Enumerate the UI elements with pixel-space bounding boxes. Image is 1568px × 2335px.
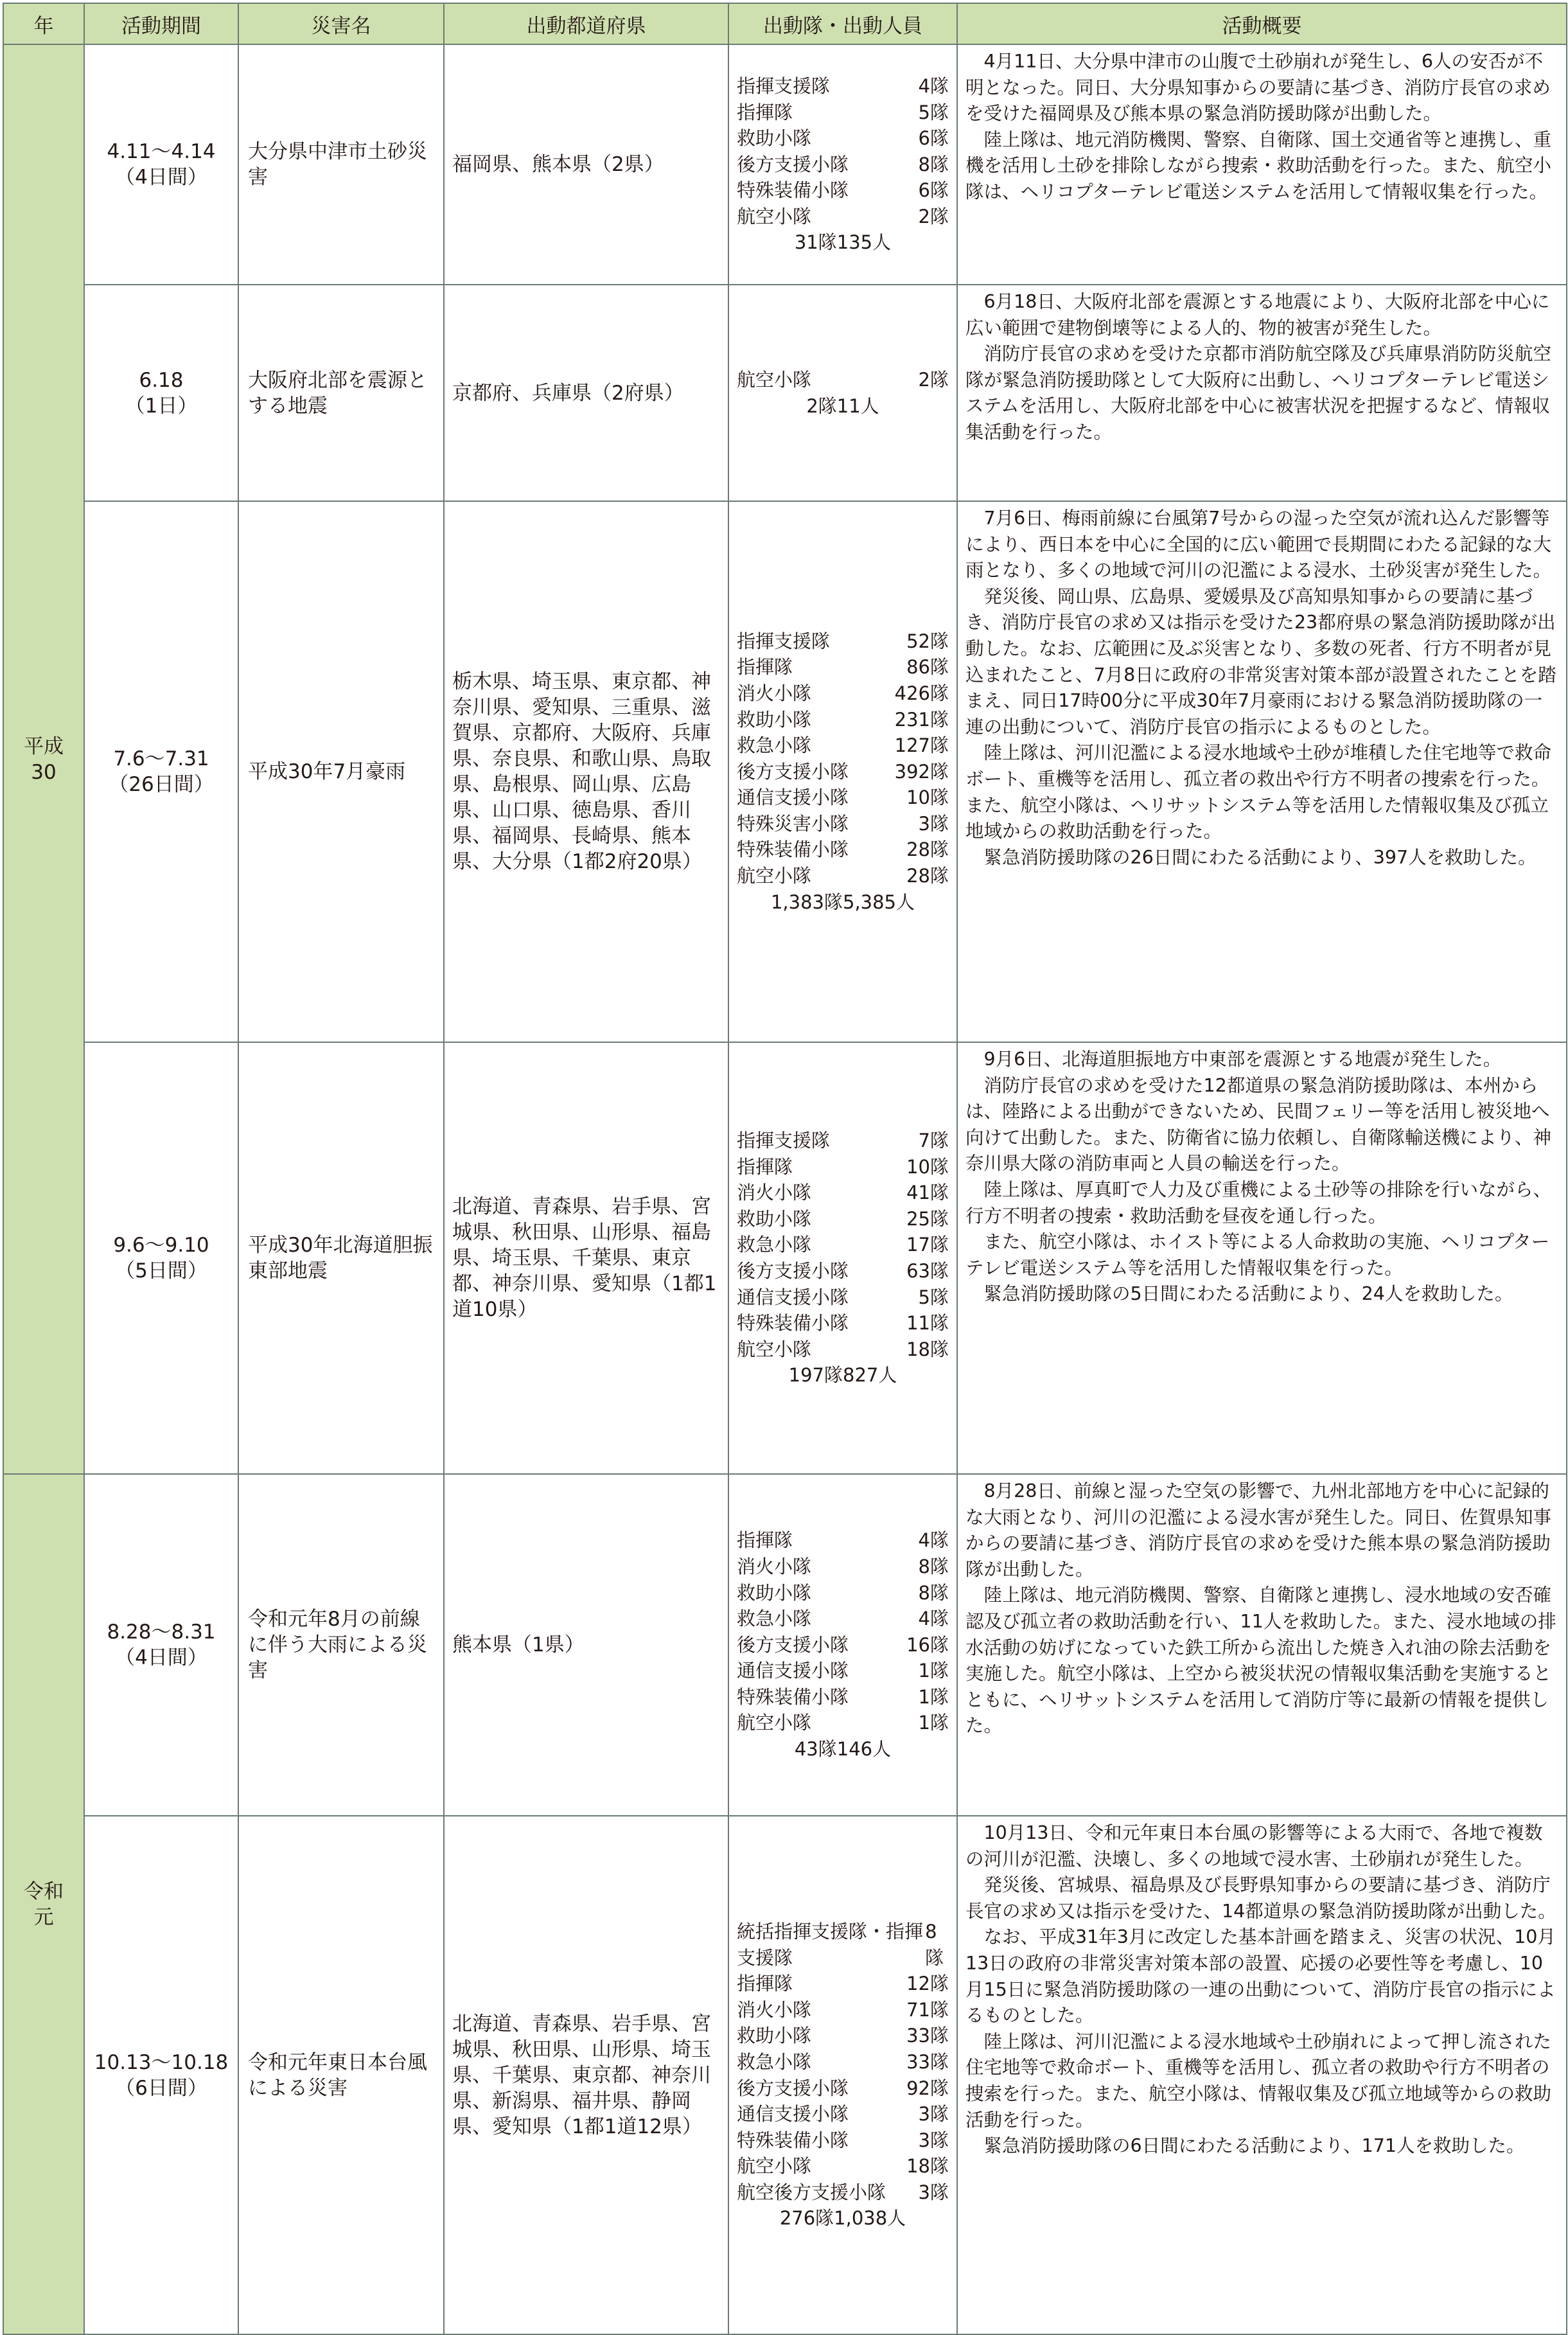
unit-count: 7隊 [918,1130,949,1152]
table-row [3,1816,1567,2334]
unit-row [737,1919,949,1971]
unit-row [737,1554,949,1580]
unit-label: 指揮隊 [737,101,793,123]
disaster-name: 平成30年7月豪雨 [238,501,444,1042]
summary-paragraph: 10月13日、令和元年東日本台風の影響等による大雨で、各地で複数の河川が氾濫、決壊し、多くの地域で浸水害、土砂崩れが発生した。 [965,1822,1543,1870]
activity-table [3,3,1567,2335]
unit-label: 指揮隊 [737,656,793,679]
table-row [3,1474,1567,1816]
units-cell [728,1042,957,1474]
summary-paragraph: 9月6日、北海道胆振地方中東部を震源とする地震が発生した。 [983,1049,1502,1070]
unit-label: 特殊装備小隊 [737,839,849,861]
unit-count: 6隊 [918,127,949,150]
unit-label: 指揮隊 [737,1973,793,1995]
period-cell [84,1042,238,1474]
unit-row [737,152,949,178]
unit-count: 10隊 [906,1155,949,1178]
unit-label: 消火小隊 [737,1182,812,1204]
unit-label: 後方支援小隊 [737,153,849,175]
unit-count: 25隊 [906,1207,949,1230]
unit-label: 救助小隊 [737,127,812,150]
unit-label: 救急小隊 [737,2050,812,2073]
unit-count: 33隊 [906,2050,949,2073]
summary-paragraph: 陸上隊は、地元消防機関、警察、自衛隊、国土交通省等と連携し、重機を活用し土砂を排除しながら捜索・救助活動を行った。また、航空小隊は、ヘリコプターテレビ電送システムを活用して情報収集を行った。 [965,129,1552,202]
summary-cell [957,285,1567,501]
year-label: 平成 [24,734,64,758]
unit-row [737,785,949,811]
unit-row [737,1580,949,1606]
unit-row [737,125,949,152]
unit-count: 2隊 [918,368,949,391]
unit-row [737,1527,949,1554]
unit-label: 消火小隊 [737,1998,812,2021]
unit-row [737,1632,949,1658]
unit-label: 後方支援小隊 [737,1260,849,1282]
unit-row [737,1971,949,1997]
unit-row [737,1128,949,1154]
unit-row [737,732,949,759]
unit-label: 航空小隊 [737,1338,812,1360]
unit-row [737,1310,949,1336]
summary-paragraph: 7月6日、梅雨前線に台風第7号からの湿った空気が流れ込んだ影響等により、西日本を中心に全国的に広い範囲で長期間にわたる記録的な大雨となり、多くの地域で河川の氾濫による浸水、土砂災害が発生した。 [965,508,1552,582]
unit-count: 3隊 [918,2181,949,2203]
unit-count: 392隊 [894,760,949,783]
prefecture-list: 北海道、青森県、岩手県、宮城県、秋田県、山形県、埼玉県、千葉県、東京都、神奈川県、新潟県、福井県、静岡県、愛知県（1都1道12県） [444,1816,728,2334]
unit-count: 71隊 [906,1998,949,2021]
unit-row [737,2127,949,2154]
year-label: 令和 [24,1879,64,1903]
period-cell [84,285,238,501]
unit-count: 1隊 [918,1660,949,1682]
unit-row [737,1232,949,1258]
unit-label: 後方支援小隊 [737,1633,849,1656]
header-period: 活動期間 [84,3,238,44]
units-cell [728,285,957,501]
period-cell [84,1816,238,2334]
unit-count: 16隊 [906,1633,949,1656]
unit-count: 33隊 [906,2025,949,2047]
unit-row [737,1997,949,2023]
table-row [3,1042,1567,1474]
unit-label: 後方支援小隊 [737,760,849,783]
unit-row [737,367,949,393]
unit-count: 12隊 [906,1973,949,1995]
units-cell [728,1474,957,1816]
unit-count: 18隊 [906,2155,949,2178]
unit-row [737,837,949,863]
unit-label: 指揮支援隊 [737,1130,831,1152]
unit-count: 52隊 [906,630,949,652]
summary-paragraph: 陸上隊は、地元消防機関、警察、自衛隊と連携し、浸水地域の安否確認及び孤立者の救助活動を行い、11人を救助した。また、浸水地域の排水活動の妨げになっていた鉄工所から流出した焼き入れ油の除去活動を実施した。航空小隊は、上空から被災状況の情報収集活動を実施するとともに、ヘリサットシステムを活用して消防庁等に最新の情報を提供した。 [965,1585,1556,1737]
unit-count: 426隊 [894,682,949,704]
unit-label: 航空小隊 [737,2155,812,2178]
unit-label: 救急小隊 [737,1234,812,1256]
table-row [3,44,1567,285]
unit-count: 231隊 [894,708,949,731]
unit-row [737,654,949,680]
unit-label: 救急小隊 [737,1608,812,1630]
prefecture-list: 北海道、青森県、岩手県、宮城県、秋田県、山形県、福島県、埼玉県、千葉県、東京都、神奈川県、愛知県（1都1道10県） [444,1042,728,1474]
unit-count: 1隊 [918,1712,949,1734]
unit-row [737,628,949,655]
unit-row [737,811,949,837]
unit-label: 特殊装備小隊 [737,2129,849,2151]
unit-row [737,1684,949,1710]
period-label: （4日間） [115,166,207,189]
unit-count: 86隊 [906,656,949,679]
unit-row [737,680,949,707]
unit-total: 43隊146人 [794,1738,892,1761]
unit-label: 救助小隊 [737,708,812,731]
unit-count: 2隊 [918,205,949,227]
unit-label: 航空小隊 [737,368,812,391]
unit-count: 3隊 [918,2129,949,2151]
unit-label: 航空後方支援小隊 [737,2181,886,2203]
unit-row [737,759,949,785]
unit-row [737,1206,949,1232]
period-label: （4日間） [115,1646,207,1669]
unit-count: 127隊 [894,734,949,757]
summary-cell [957,1474,1567,1816]
period-label: 4.11～4.14 [107,140,216,163]
unit-count: 28隊 [906,865,949,887]
unit-total: 31隊135人 [794,231,892,254]
unit-count: 8隊 [925,1920,944,1969]
period-cell [84,44,238,285]
summary-paragraph: なお、平成31年3月に改定した基本計画を踏まえ、災害の状況、10月13日の政府の非常災害対策本部の設置、応援の必要性等を考慮し、10月15日に緊急消防援助隊の一連の出動について、消防庁長官の指示によるものとした。 [965,1926,1556,2027]
header-summary: 活動概要 [957,3,1567,44]
unit-count: 17隊 [906,1234,949,1256]
summary-paragraph: 陸上隊は、厚真町で人力及び重機による土砂等の排除を行いながら、行方不明者の捜索・救助活動を昼夜を通し行った。 [965,1178,1552,1227]
period-label: 8.28～8.31 [107,1620,216,1644]
unit-label: 特殊装備小隊 [737,179,849,202]
unit-count: 18隊 [906,1338,949,1360]
unit-label: 通信支援小隊 [737,1286,849,1308]
units-cell [728,501,957,1042]
unit-count: 63隊 [906,1260,949,1282]
period-label: 6.18 [139,368,184,392]
unit-row [737,1336,949,1363]
units-cell [728,44,957,285]
unit-label: 救助小隊 [737,1581,812,1604]
unit-row [737,2075,949,2102]
year-cell [3,1474,84,2334]
summary-cell [957,1042,1567,1474]
prefecture-list: 栃木県、埼玉県、東京都、神奈川県、愛知県、三重県、滋賀県、京都府、大阪府、兵庫県、奈良県、和歌山県、鳥取県、島根県、岡山県、広島県、山口県、徳島県、香川県、福岡県、長崎県、熊本県、大分県（1都2府20県） [444,501,728,1042]
summary-paragraph: 緊急消防援助隊の5日間にわたる活動により、24人を救助した。 [983,1283,1513,1305]
period-cell [84,1474,238,1816]
header-prefecture: 出動都道府県 [444,3,728,44]
summary-paragraph: 陸上隊は、河川氾濫による浸水地域や土砂が堆積した住宅地等で救命ボート、重機等を活用し、孤立者の救出や行方不明者の捜索を行った。また、航空小隊は、ヘリサットシステム等を活用した情報収集及び孤立地域からの救助活動を行った。 [965,742,1552,842]
unit-count: 4隊 [918,75,949,97]
unit-label: 指揮支援隊 [737,75,831,97]
unit-label: 航空小隊 [737,865,812,887]
unit-label: 消火小隊 [737,682,812,704]
unit-row [737,1658,949,1684]
unit-label: 統括指揮支援隊・指揮支援隊 [737,1920,924,1969]
summary-paragraph: また、航空小隊は、ホイスト等による人命救助の実施、ヘリコプターテレビ電送システム等を活用した情報収集を行った。 [965,1231,1550,1279]
summary-cell [957,501,1567,1042]
unit-row [737,1284,949,1311]
unit-row [737,177,949,204]
summary-cell [957,1816,1567,2334]
unit-row [737,707,949,733]
table-row [3,501,1567,1042]
disaster-name: 平成30年北海道胆振東部地震 [238,1042,444,1474]
summary-paragraph: 発災後、宮城県、福島県及び長野県知事からの要請に基づき、消防庁長官の求め又は指示を受けた、14都道県の緊急消防援助隊が出動した。 [965,1874,1556,1922]
unit-row [737,2049,949,2075]
unit-total: 197隊827人 [788,1364,897,1387]
unit-count: 4隊 [918,1608,949,1630]
summary-paragraph: 4月11日、大分県中津市の山腹で土砂崩れが発生し、6人の安否が不明となった。同日、大分県知事からの要請に基づき、消防庁長官の求めを受けた福岡県及び熊本県の緊急消防援助隊が出動した。 [965,51,1551,125]
year-label: 30 [31,760,57,784]
unit-label: 指揮支援隊 [737,630,831,652]
unit-label: 救急小隊 [737,734,812,757]
header-row [3,3,1567,44]
summary-paragraph: 緊急消防援助隊の6日間にわたる活動により、171人を救助した。 [983,2135,1525,2157]
summary-paragraph: 発災後、岡山県、広島県、愛媛県及び高知県知事からの要請に基づき、消防庁長官の求め又は指示を受けた23都府県の緊急消防援助隊が出動した。なお、広範囲に及ぶ災害となり、多数の死者、行方不明者が見込まれたこと、7月8日に政府の非常災害対策本部が設置されたことを踏まえ、同日17時00分に平成30年7月豪雨における緊急消防援助隊の一連の出動について、消防庁長官の指示によるものとした。 [965,585,1556,738]
unit-row [737,100,949,126]
summary-paragraph: 陸上隊は、河川氾濫による浸水地域や土砂崩れによって押し流された住宅地等で救命ボート、重機等を活用し、孤立者の救助や行方不明者の捜索を行った。また、航空小隊は、情報収集及び孤立地域等からの救助活動を行った。 [965,2030,1552,2131]
unit-count: 3隊 [918,2103,949,2126]
summary-paragraph: 6月18日、大阪府北部を震源とする地震により、大阪府北部を中心に広い範囲で建物倒壊等による人的、物的被害が発生した。 [965,291,1550,339]
unit-label: 指揮隊 [737,1529,793,1552]
unit-label: 特殊装備小隊 [737,1685,849,1708]
unit-count: 8隊 [918,1581,949,1604]
unit-row [737,204,949,230]
unit-count: 6隊 [918,179,949,202]
unit-label: 特殊災害小隊 [737,812,849,835]
disaster-name: 大分県中津市土砂災害 [238,44,444,285]
unit-count: 28隊 [906,839,949,861]
header-units: 出動隊・出動人員 [728,3,957,44]
unit-row [737,2101,949,2127]
unit-count: 8隊 [918,153,949,175]
prefecture-list: 福岡県、熊本県（2県） [444,44,728,285]
year-cell [3,44,84,1474]
unit-count: 8隊 [918,1555,949,1577]
period-label: （1日） [125,394,198,418]
unit-count: 41隊 [906,1182,949,1204]
unit-row [737,1180,949,1206]
unit-label: 後方支援小隊 [737,2077,849,2099]
unit-label: 通信支援小隊 [737,2103,849,2126]
unit-count: 4隊 [918,1529,949,1552]
summary-paragraph: 消防庁長官の求めを受けた12都道県の緊急消防援助隊は、本州からは、陸路による出動ができないため、民間フェリー等を活用し被災地へ向けて出動した。また、防衛省に協力依頼し、自衛隊輸送機により、神奈川県大隊の消防車両と人員の輸送を行った。 [965,1074,1552,1175]
unit-total: 1,383隊5,385人 [770,891,915,913]
unit-count: 5隊 [918,101,949,123]
unit-count: 92隊 [906,2077,949,2099]
period-label: 10.13～10.18 [94,2050,229,2074]
table-row [3,285,1567,501]
unit-count: 3隊 [918,812,949,835]
unit-row [737,2180,949,2206]
disaster-name: 令和元年東日本台風による災害 [238,1816,444,2334]
period-label: 7.6～7.31 [113,747,209,770]
summary-cell [957,44,1567,285]
unit-row [737,1606,949,1632]
unit-label: 航空小隊 [737,205,812,227]
unit-row [737,73,949,100]
disaster-name: 令和元年8月の前線に伴う大雨による災害 [238,1474,444,1816]
prefecture-list: 京都府、兵庫県（2府県） [444,285,728,501]
unit-label: 救助小隊 [737,2025,812,2047]
unit-row [737,863,949,889]
disaster-name: 大阪府北部を震源とする地震 [238,285,444,501]
unit-label: 通信支援小隊 [737,1660,849,1682]
unit-count: 5隊 [918,1286,949,1308]
units-cell [728,1816,957,2334]
unit-row [737,1258,949,1284]
unit-count: 11隊 [906,1312,949,1335]
header-year: 年 [3,3,84,44]
period-label: （5日間） [115,1259,207,1283]
unit-total: 276隊1,038人 [779,2207,906,2230]
unit-row [737,2153,949,2180]
unit-count: 10隊 [906,786,949,809]
summary-paragraph: 緊急消防援助隊の26日間にわたる活動により、397人を救助した。 [983,846,1537,868]
year-label: 元 [33,1905,54,1929]
period-cell [84,501,238,1042]
prefecture-list: 熊本県（1県） [444,1474,728,1816]
unit-label: 消火小隊 [737,1555,812,1577]
unit-label: 指揮隊 [737,1155,793,1178]
summary-paragraph: 消防庁長官の求めを受けた京都市消防航空隊及び兵庫県消防防災航空隊が緊急消防援助隊として大阪府に出動し、ヘリコプターテレビ電送システムを活用し、大阪府北部を中心に被害状況を把握するなど、情報収集活動を行った。 [965,343,1552,443]
unit-label: 通信支援小隊 [737,786,849,809]
unit-row [737,2023,949,2049]
summary-paragraph: 8月28日、前線と湿った空気の影響で、九州北部地方を中心に記録的な大雨となり、河川の氾濫による浸水害が発生した。同日、佐賀県知事からの要請に基づき、消防庁長官の求めを受けた熊本県の緊急消防援助隊が出動した。 [965,1480,1552,1580]
header-disaster: 災害名 [238,3,444,44]
unit-row [737,1154,949,1180]
unit-label: 航空小隊 [737,1712,812,1734]
unit-row [737,1710,949,1736]
period-label: 9.6～9.10 [113,1234,209,1257]
period-label: （26日間） [109,773,214,796]
unit-total: 2隊11人 [806,395,879,417]
unit-label: 救助小隊 [737,1207,812,1230]
unit-count: 1隊 [918,1685,949,1708]
unit-label: 特殊装備小隊 [737,1312,849,1335]
period-label: （6日間） [115,2076,207,2100]
